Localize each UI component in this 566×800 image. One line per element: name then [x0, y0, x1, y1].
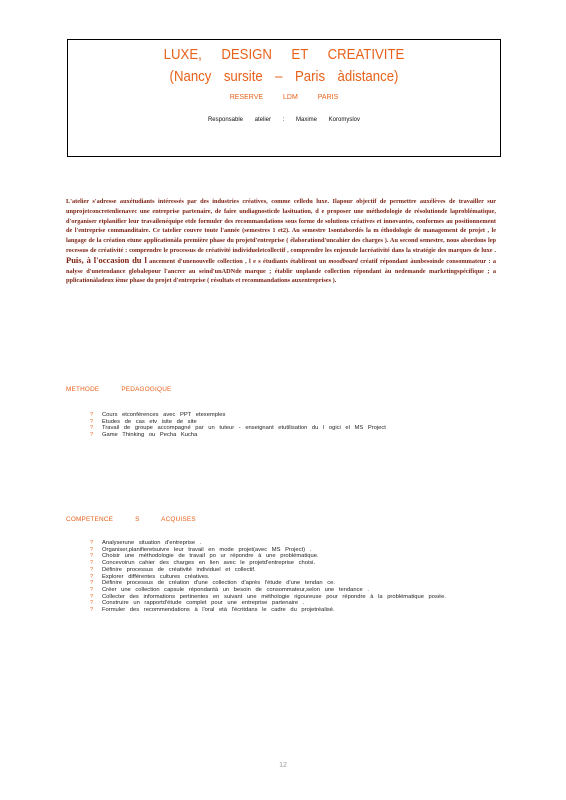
bullet-icon: ? — [90, 560, 94, 567]
list-item: ? Formuler des recommendations à l'oral età l'écritdans le cadre du projetréalisé. — [90, 607, 335, 614]
reserve-line: RESERVE LDM PARIS — [229, 94, 339, 101]
list-item: ? Définire processus de créativité individuel et collectif. — [90, 566, 256, 573]
list-item: ? Choisir une méthodologie de travail po ur répondre à une problématique. — [90, 553, 319, 560]
intro-text-1: L'atelier s'adresse auxétudiants intéressés par des industries créatives, comme celledu luxe. Ilapour objectif de permettre auxélèves de travailler sur unprojetconcretenlienavec une entreprise partenaire, de faire undiagnosticde lasituation, d e proposer une méthodologie de résolutionde laproblématique, d'organiser etplanifier leur travailenéquipe etde formuler des recommandations sous forme de solutions créatives et innovantes, conformes au positionnement de l'entreprise commanditaire. Ce tatelier couvre toute l'année (semestres 1 et2). Au semestre 1sontabordés la m éthodologie de management de projet , le langage de la création etune applicationàla première phase du projetd'entreprise ( élaborationd'uncahier des charges ). Au second semestre, nous abordons lep rocessus de créativité : comprendre le processus de créativité individueletcollectif , comprendre les enjeuxde lacréativité dans la stratégie des marques de luxe . — [66, 198, 496, 254]
list-item: ? Collecter des informations pertinentes en suivant une méthologie rigoureuse pour répondre à la problématique posée. — [90, 593, 446, 600]
list-item: ? Explorer différentes cultures créatives. — [90, 573, 210, 580]
bullet-icon: ? — [90, 540, 94, 546]
bullet-icon: ? — [90, 580, 94, 587]
bullet-icon: ? — [90, 586, 94, 593]
bullet-icon: ? — [90, 593, 94, 600]
list-item: ? Cours etconférences avec PPT etexemples — [90, 412, 226, 418]
title-box — [67, 39, 501, 157]
list-item: ? Créer une collection capsule répondantà un besoin de consommateur,selon une tendance . — [90, 586, 369, 593]
list-item: ? Game Thinking ou Pecha Kucha — [90, 432, 198, 439]
bullet-icon: ? — [90, 600, 94, 607]
methode-list — [90, 412, 386, 439]
bullet-icon: ? — [90, 553, 94, 560]
list-item: ? Construire un rapportd'étude complet pour une entreprise partenaire . — [90, 600, 305, 607]
list-item: ? Travail de groupe accompagné par un tuteur - enseignant etutilisation du l ogici el MS Project — [90, 425, 386, 432]
responsable-line: Responsable atelier : Maxime Koromyslov — [207, 117, 361, 123]
competences-title: COMPETENCE S ACQUISES — [66, 516, 196, 523]
list-item: ? Concevoirun cahier des charges en lien avec le projetd'entreprise choisi. — [90, 560, 316, 567]
list-item: ? Définire processus de création d'une collection d'après l'étude d'une tendan ce. — [90, 580, 335, 587]
bullet-icon: ? — [90, 573, 94, 580]
bullet-icon: ? — [90, 546, 94, 553]
methode-title: METHODE PEDAGOGIQUE — [66, 386, 172, 393]
course-location: (Nancy sursite – Paris àdistance) — [169, 68, 399, 85]
bullet-icon: ? — [90, 418, 94, 425]
bullet-icon: ? — [90, 412, 94, 418]
intro-text-2: Puis, à l'occasion du l — [66, 254, 147, 265]
list-item: ? Etudes de cas etv isite de site — [90, 418, 197, 425]
bullet-icon: ? — [90, 425, 94, 432]
intro-text-4: créatif répondant àunbesoinde consommateur : a nalyse d'unetendance globalepour l'ancrer au seind'unADNde marque ; établir unplande collection répondant àu nedemande marketingspécifique ; a pplicationàladeux ième phase du projet d'entreprise ( résultats et recommandations auxentreprises ). — [66, 257, 497, 285]
bullet-icon: ? — [90, 607, 94, 614]
intro-emphasis: moodboard — [328, 257, 358, 265]
bullet-icon: ? — [90, 432, 94, 439]
list-item: ? Analyserune situation d'entreprise . — [90, 540, 202, 546]
intro-text-3: ancement d'unenouvelle collection , l e s étudiants établiront un — [149, 257, 327, 265]
page-number: 12 — [279, 762, 287, 769]
competences-list — [90, 540, 446, 614]
list-item: ? Organiser,planifieretsuivre leur travail en mode projet(avec MS Project) . — [90, 546, 312, 553]
intro-paragraph — [66, 197, 496, 286]
course-title: LUXE, DESIGN ET CREATIVITE — [163, 46, 405, 63]
bullet-icon: ? — [90, 566, 94, 573]
